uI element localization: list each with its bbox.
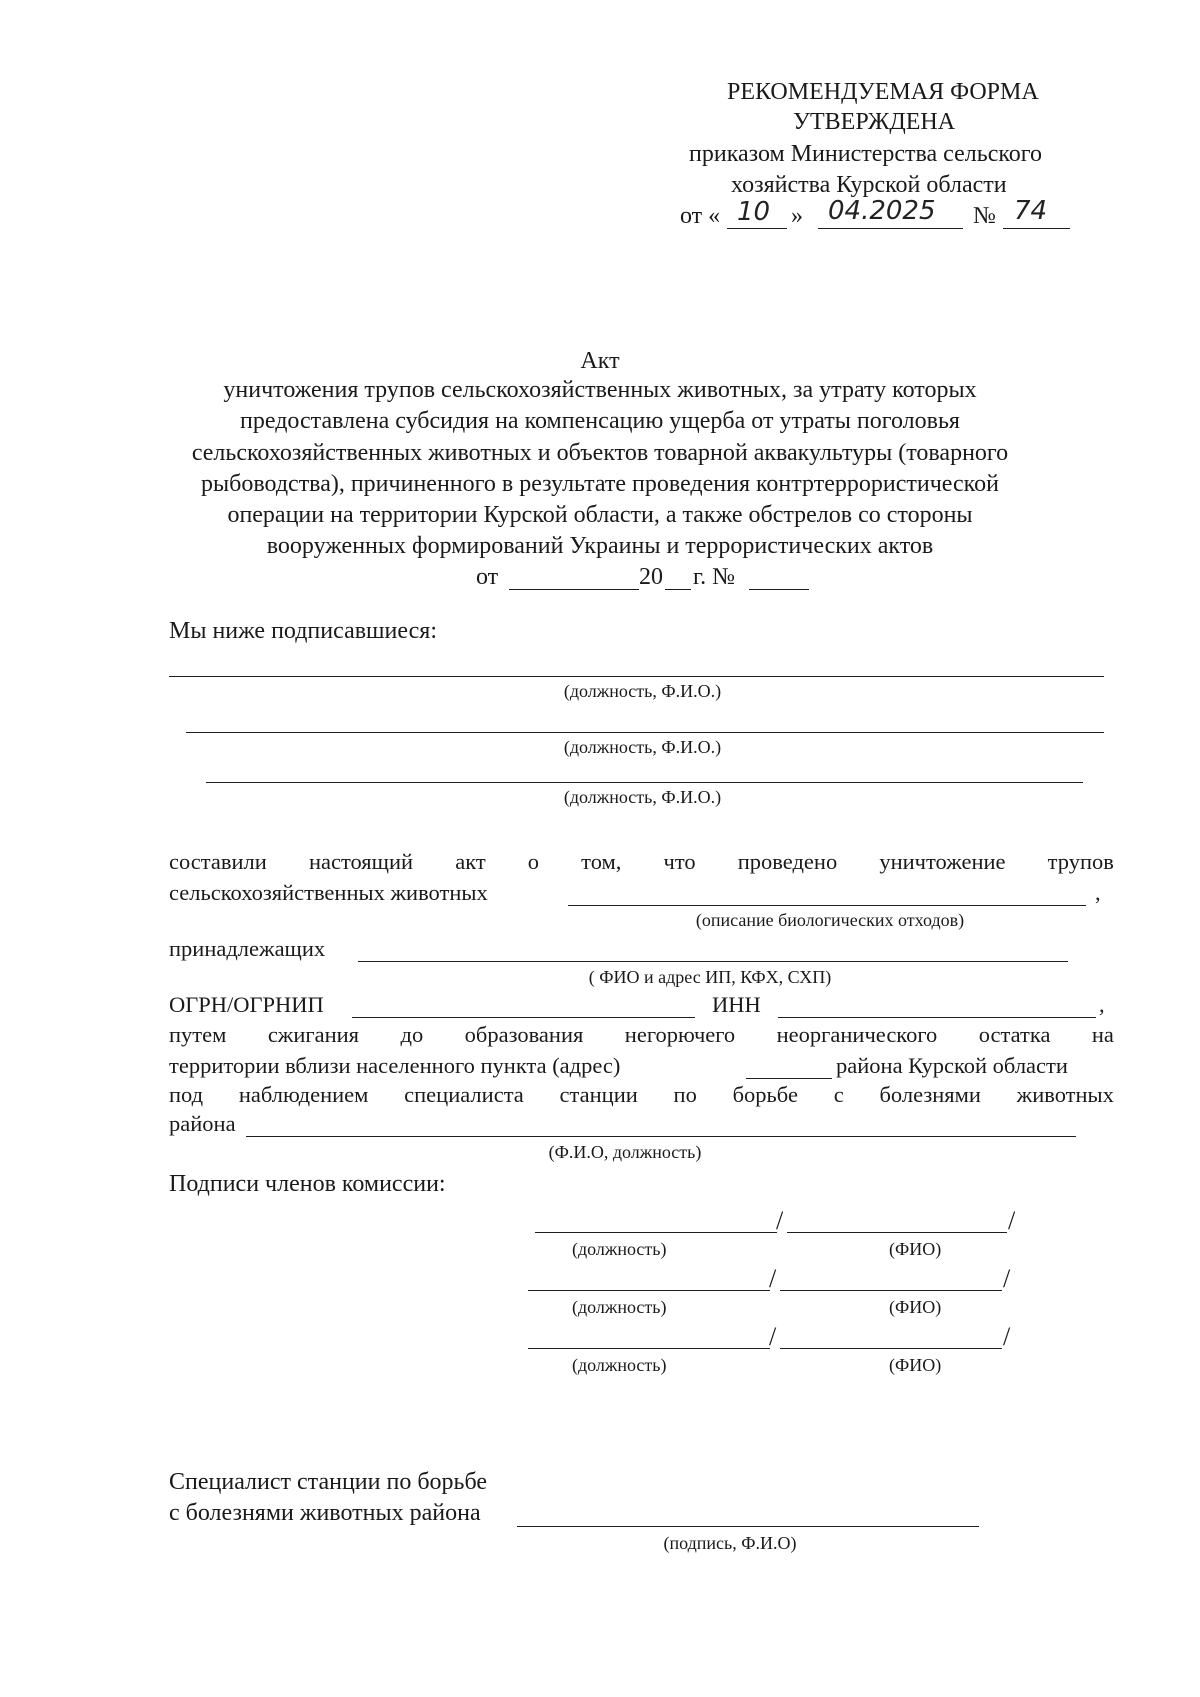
signer-line-2	[186, 732, 1104, 733]
approval-line-3: приказом Министерства сельского	[689, 141, 1043, 167]
body-supervision-line	[169, 1080, 1114, 1110]
commission-slash: /	[769, 1264, 777, 1293]
specialist-line	[246, 1136, 1076, 1137]
body-word: до	[400, 1022, 424, 1047]
bio-waste-comma: ,	[1095, 880, 1101, 905]
commission-name-caption-3: (ФИО)	[889, 1355, 942, 1375]
body-word: составили	[169, 849, 267, 874]
body-word: остатка	[978, 1022, 1051, 1047]
approval-month-line	[818, 228, 963, 229]
body-word: акт	[455, 849, 486, 874]
body-word: о	[527, 849, 540, 874]
signer-line-1	[169, 676, 1104, 677]
signers-intro: Мы ниже подписавшиеся:	[169, 618, 437, 644]
title-date-line	[509, 589, 639, 590]
title-line-3: сельскохозяйственных животных и объектов товарной аквакультуры (товарного	[191, 440, 1009, 466]
commission-slash: /	[1003, 1322, 1011, 1351]
body-word: уничтожение	[879, 849, 1006, 874]
owner-caption: ( ФИО и адрес ИП, КФХ, СХП)	[588, 967, 832, 987]
commission-position-line-2	[528, 1290, 770, 1291]
act-title: Акт	[580, 348, 620, 374]
body-line-2: сельскохозяйственных животных	[169, 880, 488, 905]
commission-slash: /	[1008, 1206, 1016, 1235]
approval-day: 10	[737, 197, 771, 227]
inn-comma: ,	[1099, 992, 1105, 1017]
approval-quote-close: »	[791, 203, 803, 229]
commission-name-caption-2: (ФИО)	[889, 1297, 942, 1317]
body-word: неорганического	[776, 1022, 938, 1047]
body-word: животных	[1016, 1082, 1114, 1107]
bio-waste-line	[568, 905, 1086, 906]
commission-position-caption-1: (должность)	[572, 1239, 667, 1259]
ogrn-line	[352, 1017, 695, 1018]
inn-label: ИНН	[712, 992, 761, 1017]
body-word: на	[1091, 1022, 1114, 1047]
approval-number-label: №	[973, 203, 996, 229]
body-word: проведено	[737, 849, 838, 874]
specialist-line-2: с болезнями животных района	[169, 1500, 481, 1526]
body-word: том,	[581, 849, 622, 874]
body-word: наблюдением	[238, 1082, 369, 1107]
signer-caption-1: (должность, Ф.И.О.)	[563, 681, 722, 701]
commission-slash: /	[776, 1206, 784, 1235]
title-line-2: предоставлена субсидия на компенсацию ущерба от утраты поголовья	[240, 408, 960, 434]
approval-number-line	[1003, 228, 1070, 229]
approval-day-line	[727, 228, 787, 229]
approval-number: 74	[1014, 196, 1048, 226]
commission-name-line-2	[780, 1290, 1002, 1291]
body-word: под	[169, 1082, 204, 1107]
territory-text: территории вблизи населенного пункта (адрес)	[169, 1053, 621, 1078]
commission-name-caption-1: (ФИО)	[889, 1239, 942, 1259]
body-word: специалиста	[404, 1082, 524, 1107]
address-line	[746, 1078, 832, 1079]
approval-line-1: РЕКОМЕНДУЕМАЯ ФОРМА	[727, 79, 1039, 105]
approval-line-4: хозяйства Курской области	[731, 172, 1007, 198]
commission-name-line-1	[787, 1232, 1007, 1233]
signer-caption-3: (должность, Ф.И.О.)	[563, 787, 722, 807]
body-word: станции	[559, 1082, 638, 1107]
body-word: болезнями	[879, 1082, 981, 1107]
commission-position-caption-2: (должность)	[572, 1297, 667, 1317]
title-year-line	[665, 589, 691, 590]
commission-position-caption-3: (должность)	[572, 1355, 667, 1375]
body-word: борьбе	[732, 1082, 798, 1107]
body-word: сжигания	[267, 1022, 360, 1047]
owner-line	[358, 961, 1068, 962]
commission-slash: /	[1003, 1264, 1011, 1293]
specialist-signature-caption: (подпись, Ф.И.О)	[663, 1533, 797, 1553]
title-year-prefix: 20	[639, 564, 663, 590]
body-word: негорючего	[624, 1022, 736, 1047]
title-date-prefix: от	[476, 564, 499, 590]
specialist-signature-line	[517, 1526, 979, 1527]
commission-position-line-1	[535, 1232, 777, 1233]
body-word: образования	[464, 1022, 584, 1047]
body-word: путем	[169, 1022, 227, 1047]
ogrn-label: ОГРН/ОГРНИП	[169, 992, 324, 1017]
body-line-1	[169, 847, 1114, 877]
body-word: настоящий	[308, 849, 414, 874]
specialist-line-1: Специалист станции по борьбе	[169, 1469, 488, 1495]
belonging-label: принадлежащих	[169, 936, 326, 961]
approval-month-year: 04.2025	[828, 196, 936, 226]
specialist-caption: (Ф.И.О, должность)	[548, 1142, 702, 1162]
body-word: трупов	[1047, 849, 1114, 874]
body-burn-line	[169, 1020, 1114, 1050]
body-word: что	[663, 849, 696, 874]
title-year-suffix: г. №	[693, 564, 736, 590]
territory-district: района Курской области	[836, 1053, 1068, 1078]
title-line-1: уничтожения трупов сельскохозяйственных животных, за утрату которых	[223, 377, 977, 403]
body-word: по	[673, 1082, 697, 1107]
district-label: района	[169, 1111, 236, 1136]
commission-slash: /	[769, 1322, 777, 1351]
signer-line-3	[206, 782, 1083, 783]
commission-name-line-3	[780, 1348, 1002, 1349]
approval-line-2: УТВЕРЖДЕНА	[793, 109, 956, 135]
signer-caption-2: (должность, Ф.И.О.)	[563, 737, 722, 757]
title-number-line	[749, 589, 809, 590]
title-line-4: рыбоводства), причиненного в результате проведения контртеррористической	[201, 471, 999, 497]
title-line-6: вооруженных формирований Украины и террористических актов	[266, 533, 934, 559]
commission-title: Подписи членов комиссии:	[169, 1171, 446, 1197]
approval-date-prefix: от «	[680, 203, 721, 229]
commission-position-line-3	[528, 1348, 770, 1349]
inn-line	[778, 1017, 1096, 1018]
bio-waste-caption: (описание биологических отходов)	[695, 910, 965, 930]
body-word: с	[833, 1082, 844, 1107]
title-line-5: операции на территории Курской области, а также обстрелов со стороны	[227, 502, 973, 528]
